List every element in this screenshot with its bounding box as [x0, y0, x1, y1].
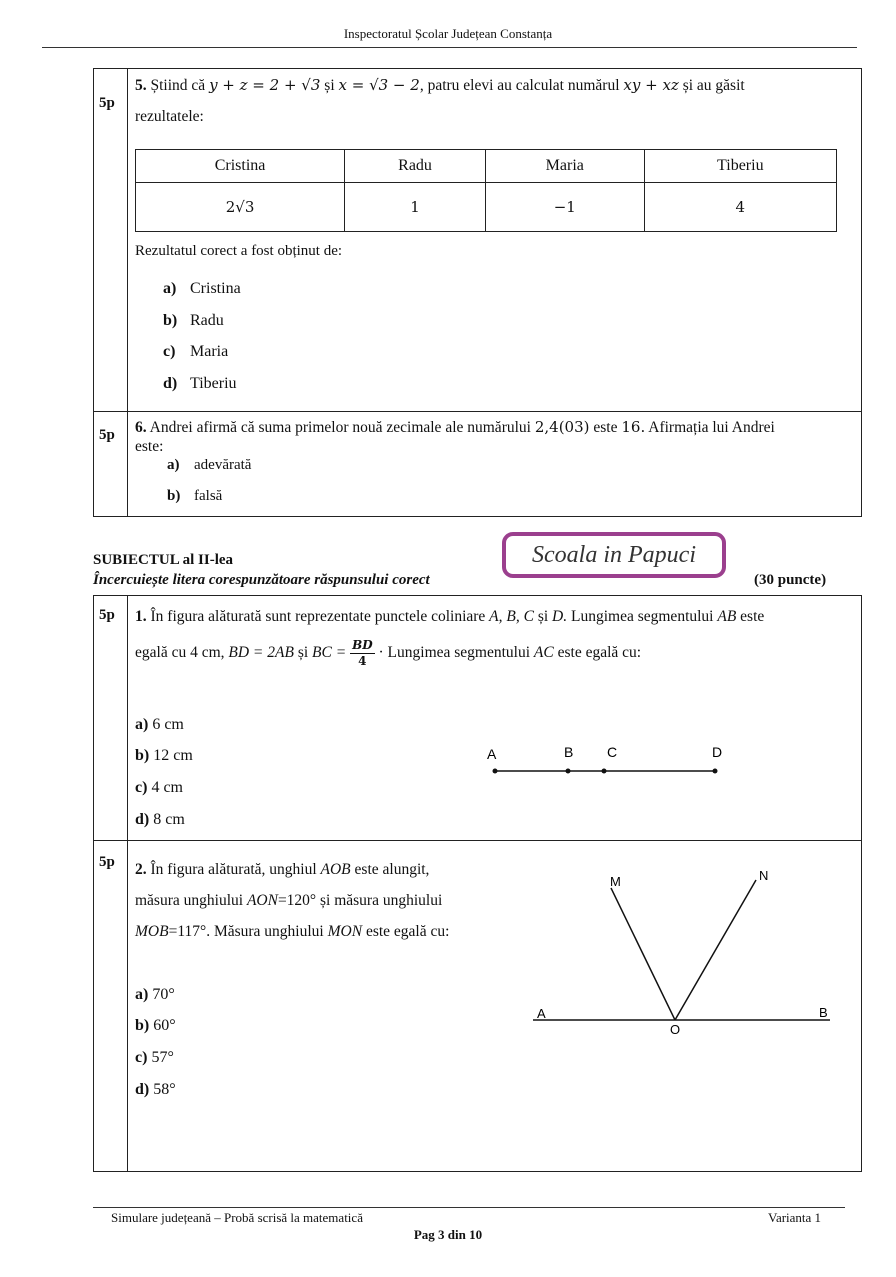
math-condition-2: x = √3 − 2 [338, 76, 420, 94]
math-angle: MOB [135, 923, 169, 940]
point-a [493, 769, 498, 774]
option-text: Cristina [190, 280, 241, 297]
option-d[interactable] [135, 1081, 176, 1099]
fraction-numerator: BD [352, 638, 373, 652]
s2-question-1-line-2 [135, 638, 855, 669]
footer-exam-name: Simulare județeană – Probă scrisă la matematică [111, 1210, 363, 1225]
statement-text: și [324, 77, 335, 94]
s2-question-2-line-1 [135, 860, 429, 880]
math-angle: AOB [320, 861, 351, 878]
table-header-cell: Maria [485, 150, 644, 183]
label-m: M [610, 874, 621, 889]
option-letter: d) [163, 375, 178, 392]
collinear-points-figure [480, 740, 740, 785]
option-text: 70° [152, 986, 175, 1003]
fraction [350, 638, 375, 669]
option-text: Tiberiu [190, 375, 237, 392]
statement-text: este [593, 419, 618, 436]
option-b[interactable] [167, 488, 222, 505]
option-a[interactable] [167, 457, 251, 474]
option-letter: c) [135, 1049, 148, 1066]
option-text: 8 cm [153, 811, 185, 828]
math-points: A, B, C [489, 608, 534, 625]
math-equation: BC = [312, 644, 347, 662]
section-instruction: Încercuiește litera corespunzătoare răspunsului corect [93, 572, 430, 588]
s2-question-2-line-2 [135, 891, 442, 911]
ray-om [611, 888, 675, 1020]
option-text: 12 cm [153, 747, 193, 764]
s2-question-1-statement [135, 607, 855, 627]
option-a[interactable] [135, 986, 175, 1004]
math-equation: BD = 2AB [228, 644, 294, 662]
option-letter: a) [167, 457, 180, 473]
math-expression: xy + xz [623, 76, 679, 94]
question-prompt: Rezultatul corect a fost obținut de: [135, 243, 343, 259]
option-c[interactable] [163, 343, 228, 361]
option-b[interactable] [135, 747, 193, 765]
option-text: Radu [190, 312, 224, 329]
option-a[interactable] [163, 280, 241, 298]
statement-text: , patru elevi au calculat numărul [419, 77, 620, 94]
points-column [94, 69, 128, 411]
statement-text: și [297, 644, 309, 662]
option-text: adevărată [194, 457, 252, 473]
option-b[interactable] [135, 1017, 176, 1035]
math-condition-1: y + z = 2 + √3 [209, 76, 321, 94]
option-letter: b) [135, 1017, 150, 1034]
statement-text: =120° și măsura unghiului [277, 892, 443, 909]
option-text: Maria [190, 343, 229, 360]
point-c [602, 769, 607, 774]
option-text: falsă [194, 488, 223, 504]
statement-text: este alungit, [354, 861, 430, 878]
statement-text: În figura alăturată sunt reprezentate punctele coliniare [150, 608, 486, 625]
table-header-cell: Cristina [136, 150, 345, 183]
question-number: 5. [135, 77, 147, 94]
math-point: D. [552, 608, 568, 625]
point-b [566, 769, 571, 774]
points-column [94, 596, 128, 840]
label-d: D [712, 744, 723, 760]
angle-figure [525, 860, 845, 1045]
s2-question-1-box [93, 595, 862, 841]
s2-question-2-line-3 [135, 922, 449, 942]
statement-text: În figura alăturată, unghiul [150, 861, 317, 878]
label-a: A [487, 746, 497, 762]
option-text: 6 cm [152, 716, 184, 733]
table-value-cell: 4 [644, 183, 836, 232]
points-label: 5p [99, 95, 115, 111]
math-segment: AC [533, 644, 554, 662]
question-number: 1. [135, 608, 147, 625]
statement-text: Afirmația lui Andrei [648, 419, 775, 436]
statement-text: este [740, 608, 765, 625]
points-label: 5p [99, 427, 115, 443]
option-letter: b) [135, 747, 150, 764]
watermark-stamp: Scoala in Papuci [502, 532, 726, 578]
option-b[interactable] [163, 312, 224, 330]
points-label: 5p [99, 607, 115, 623]
table-value-cell: 2√3 [136, 183, 345, 232]
option-d[interactable] [163, 375, 237, 393]
math-value: 2,4(03) [534, 418, 590, 436]
statement-text: este egală cu: [557, 644, 642, 662]
option-letter: c) [135, 779, 148, 796]
statement-continuation: este: [135, 438, 164, 455]
option-letter: b) [167, 488, 181, 504]
label-b: B [564, 744, 574, 760]
footer-variant: Varianta 1 [768, 1210, 822, 1225]
option-letter: c) [163, 343, 176, 360]
statement-text: =117°. Măsura unghiului [168, 923, 324, 940]
statement-text: Știind că [150, 77, 206, 94]
statement-text: este egală cu: [365, 923, 450, 940]
header-divider [42, 47, 857, 48]
label-o: O [670, 1022, 681, 1037]
statement-continuation: rezultatele: [135, 108, 204, 125]
option-text: 57° [151, 1049, 174, 1066]
statement-text: Andrei afirmă că suma primelor nouă zecimale ale numărului [149, 419, 531, 436]
option-c[interactable] [135, 1049, 174, 1067]
section-points: (30 puncte) [754, 572, 827, 588]
statement-text: · Lungimea segmentului [378, 644, 531, 662]
option-c[interactable] [135, 779, 183, 797]
option-a[interactable] [135, 716, 184, 734]
question-number: 6. [135, 419, 147, 436]
option-letter: a) [135, 986, 149, 1003]
section-title: SUBIECTUL al II-lea [93, 552, 234, 568]
results-table [135, 149, 837, 232]
label-b: B [819, 1005, 828, 1020]
fraction-denominator: 4 [358, 654, 367, 668]
statement-text: Lungimea segmentului [571, 608, 714, 625]
statement-text: și [537, 608, 549, 625]
statement-text: măsura unghiului [135, 892, 244, 909]
table-value-cell: 1 [345, 183, 486, 232]
option-letter: d) [135, 811, 150, 828]
math-angle: AON [246, 892, 278, 909]
option-text: 58° [153, 1081, 176, 1098]
option-d[interactable] [135, 811, 185, 829]
label-a: A [537, 1006, 546, 1021]
option-text: 60° [153, 1017, 176, 1034]
footer-divider [93, 1207, 845, 1208]
statement-text: egală cu 4 cm, [135, 644, 225, 662]
option-letter: b) [163, 312, 178, 329]
page-header-title: Inspectoratul Școlar Județean Constanța [343, 26, 553, 41]
points-column [94, 840, 128, 1171]
points-label: 5p [99, 854, 115, 870]
math-angle: MON [327, 923, 363, 940]
question-5-statement [135, 75, 855, 96]
footer-page-number: Pag 3 din 10 [413, 1227, 483, 1242]
table-value-cell: −1 [485, 183, 644, 232]
label-n: N [759, 868, 769, 883]
math-segment: AB [717, 608, 737, 625]
option-text: 4 cm [151, 779, 183, 796]
label-c: C [607, 744, 618, 760]
ray-on [675, 880, 756, 1020]
question-number: 2. [135, 861, 147, 878]
option-letter: a) [163, 280, 177, 297]
question-6-statement [135, 417, 855, 438]
table-header-cell: Tiberiu [644, 150, 836, 183]
table-header-cell: Radu [345, 150, 486, 183]
math-value: 16. [621, 418, 646, 436]
option-letter: a) [135, 716, 149, 733]
point-d [713, 769, 718, 774]
option-letter: d) [135, 1081, 150, 1098]
statement-text: și au găsit [682, 77, 745, 94]
